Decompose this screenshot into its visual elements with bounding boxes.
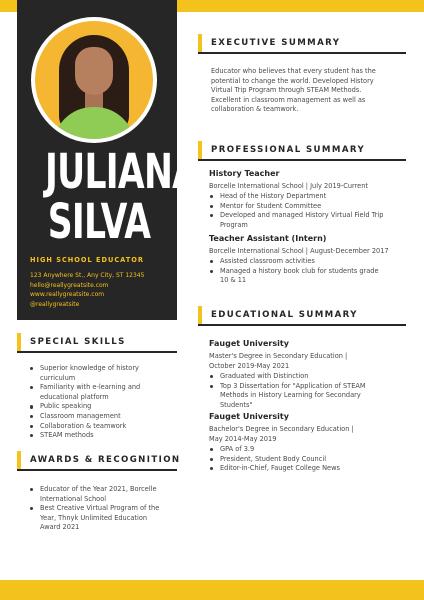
educational-summary-title: EDUCATIONAL SUMMARY: [211, 310, 358, 320]
professional-summary-title: PROFESSIONAL SUMMARY: [211, 145, 366, 155]
list-item: Collaboration & teamwork: [28, 422, 153, 432]
awards-list: [28, 485, 168, 533]
professional-summary-heading: [198, 141, 406, 159]
website-link[interactable]: www.reallygreatsite.com: [30, 291, 105, 298]
awards-heading: [17, 451, 181, 469]
job-meta: Borcelle International School | July 2019-Current: [209, 182, 368, 190]
list-item: Educator of the Year 2021, Borcelle International School: [28, 485, 168, 504]
list-item: Developed and managed History Virtual Field Trip Program: [208, 211, 388, 230]
awards-title: AWARDS & RECOGNITION: [30, 455, 181, 465]
list-item: Editor-in-Chief, Fauget College News: [208, 464, 383, 474]
job-meta: Borcelle International School | August-December 2017: [209, 247, 389, 255]
address-text: 123 Anywhere St., Any City, ST 12345: [30, 272, 145, 279]
first-name: JULIANA: [44, 144, 199, 200]
portrait-image: [35, 21, 153, 139]
profile-photo: [31, 17, 157, 143]
educational-summary-heading: [198, 306, 406, 324]
contact-info: [30, 271, 170, 309]
job-role: HIGH SCHOOL EDUCATOR: [30, 256, 144, 264]
job-duties-list: [208, 257, 383, 286]
job-duties-list: [208, 192, 388, 230]
school-highlights-list: [208, 372, 383, 410]
special-skills-heading: [17, 333, 177, 351]
executive-summary-text: Educator who believes that every student has the potential to change the world. Developed History Virtual Trip Program through STEAM Methods. Excellent in classroom management as well as collaboration & teamwork.: [211, 67, 376, 114]
school-name: Fauget University: [209, 412, 289, 421]
school-highlights-list: [208, 445, 383, 474]
list-item: Head of the History Department: [208, 192, 388, 202]
list-item: Assisted classroom activities: [208, 257, 383, 267]
special-skills-list: [28, 364, 153, 441]
executive-summary-title: EXECUTIVE SUMMARY: [211, 38, 341, 48]
list-item: Superior knowledge of history curriculum: [28, 364, 153, 383]
school-name: Fauget University: [209, 339, 289, 348]
special-skills-title: SPECIAL SKILLS: [30, 337, 126, 347]
executive-summary-heading: [198, 34, 406, 52]
degree-text: Master's Degree in Secondary Education | October 2019-May 2021: [209, 352, 348, 370]
list-item: Mentor for Student Committee: [208, 202, 388, 212]
list-item: Graduated with Distinction: [208, 372, 383, 382]
job-title: Teacher Assistant (Intern): [209, 234, 327, 243]
email-link[interactable]: hello@reallygreatsite.com: [30, 281, 109, 289]
list-item: Public speaking: [28, 402, 153, 412]
list-item: Best Creative Virtual Program of the Year, Thnyk Unlimited Education Award 2021: [28, 504, 168, 533]
bottom-accent-bar: [0, 580, 424, 600]
job-title: History Teacher: [209, 169, 280, 178]
degree-text: Bachelor's Degree in Secondary Education | May 2014-May 2019: [209, 425, 354, 443]
list-item: STEAM methods: [28, 431, 153, 441]
list-item: Classroom management: [28, 412, 153, 422]
list-item: Top 3 Dissertation for "Application of STEAM Methods in History Learning for Secondary Students": [208, 382, 383, 411]
list-item: GPA of 3.9: [208, 445, 383, 455]
social-handle[interactable]: @reallygreatsite: [30, 300, 80, 308]
list-item: Familiarity with e-learning and educational platform: [28, 383, 153, 402]
last-name: SILVA: [47, 194, 151, 250]
list-item: Managed a history book club for students grade 10 & 11: [208, 267, 383, 286]
list-item: President, Student Body Council: [208, 455, 383, 465]
